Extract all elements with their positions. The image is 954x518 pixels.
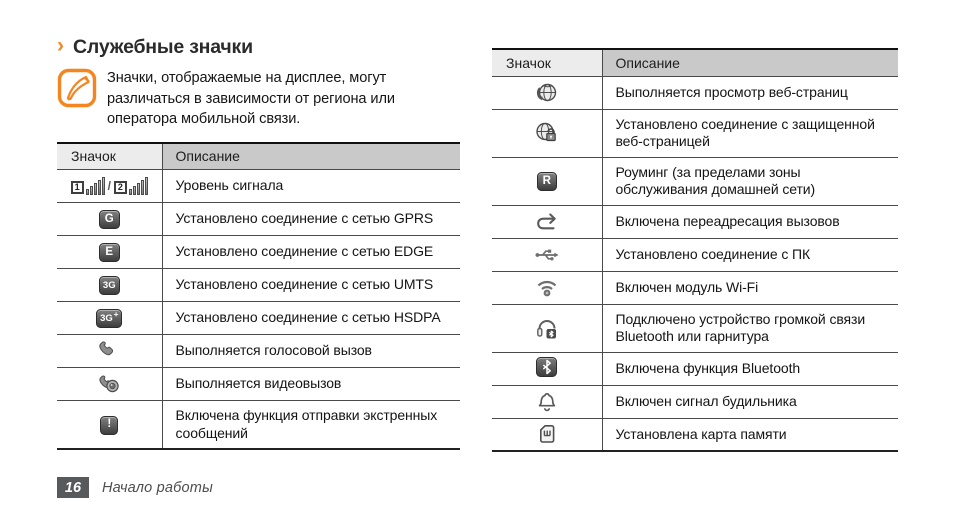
- usb-connection-icon: [492, 245, 602, 265]
- page-footer: [57, 477, 213, 498]
- gprs-badge-icon: G: [99, 210, 120, 229]
- page-title: Служебные значки: [73, 36, 253, 58]
- row-description: Установлено соединение с ПК: [615, 245, 811, 262]
- table-row: [492, 205, 898, 238]
- table-row: [57, 302, 460, 335]
- video-call-icon: [57, 372, 162, 396]
- row-description: Уровень сигнала: [175, 177, 284, 194]
- table-row: [57, 269, 460, 302]
- roaming-badge-icon: R: [537, 172, 557, 191]
- sos-message-icon: !: [100, 416, 118, 435]
- table-row: [57, 203, 460, 236]
- note-block: [57, 68, 460, 130]
- umts-badge-icon: 3G: [99, 276, 120, 295]
- section-title-row: [57, 36, 460, 59]
- table-row: [492, 352, 898, 385]
- row-description: Роуминг (за пределами зоны обслуживания домашней сети): [615, 163, 816, 197]
- table-row: [492, 238, 898, 271]
- row-description: Выполняется видеовызов: [175, 375, 342, 392]
- note-pencil-icon: [57, 68, 97, 130]
- row-description: Установлена карта памяти: [615, 425, 787, 442]
- alarm-icon: [492, 390, 602, 414]
- memory-card-icon: [492, 422, 602, 446]
- table-row: [57, 335, 460, 368]
- icons-table-right: [492, 48, 898, 452]
- table-header-row: [57, 143, 460, 170]
- left-column: [57, 36, 460, 450]
- row-description: Установлено соединение с сетью GPRS: [175, 210, 434, 227]
- row-description: Включена функция Bluetooth: [615, 359, 801, 376]
- row-description: Включена переадресация вызовов: [615, 212, 840, 229]
- hsdpa-badge-icon: 3G +: [96, 309, 122, 328]
- row-description: Включен сигнал будильника: [615, 392, 797, 409]
- table-row: [492, 109, 898, 157]
- table-row: [492, 157, 898, 205]
- row-description: Установлено соединение с защищенной веб-страницей: [615, 115, 875, 149]
- row-description: Подключено устройство громкой связи Bluetooth или гарнитура: [615, 310, 866, 344]
- wifi-icon: [492, 277, 602, 299]
- icon-column-header: Значок: [492, 49, 602, 76]
- row-description: Включена функция отправки экстренных сообщений: [175, 407, 438, 441]
- chevron-bullet-icon: ›: [57, 34, 64, 57]
- call-forwarding-icon: [492, 210, 602, 234]
- note-text: Значки, отображаемые на дисплее, могут различаться в зависимости от региона или оператора мобильной связи.: [107, 70, 395, 127]
- row-description: Выполняется просмотр веб-страниц: [615, 83, 848, 100]
- bluetooth-badge-icon: [536, 357, 557, 377]
- signal-level-icon: 1 / 2: [71, 177, 148, 195]
- table-row: [57, 170, 460, 203]
- edge-badge-icon: E: [99, 243, 120, 262]
- table-row: [57, 368, 460, 401]
- row-description: Включен модуль Wi-Fi: [615, 278, 759, 295]
- table-row: [57, 401, 460, 450]
- table-row: [492, 418, 898, 451]
- footer-section-title: Начало работы: [102, 479, 213, 496]
- table-row: [57, 236, 460, 269]
- icon-column-header: Значок: [57, 143, 162, 170]
- row-description: Выполняется голосовой вызов: [175, 342, 372, 359]
- row-description: Установлено соединение с сетью HSDPA: [175, 309, 441, 326]
- page-number-badge: 16: [57, 477, 89, 498]
- description-column-header: Описание: [162, 143, 460, 170]
- table-row: [492, 271, 898, 304]
- row-description: Установлено соединение с сетью EDGE: [175, 243, 434, 260]
- voice-call-icon: [57, 339, 162, 363]
- table-header-row: [492, 49, 898, 76]
- table-row: [492, 304, 898, 352]
- web-browsing-icon: [492, 81, 602, 105]
- description-column-header: Описание: [602, 49, 898, 76]
- icons-table-left: [57, 142, 460, 451]
- table-row: [492, 76, 898, 109]
- table-row: [492, 385, 898, 418]
- bluetooth-headset-icon: [492, 316, 602, 341]
- secure-web-icon: [492, 121, 602, 145]
- row-description: Установлено соединение с сетью UMTS: [175, 276, 434, 293]
